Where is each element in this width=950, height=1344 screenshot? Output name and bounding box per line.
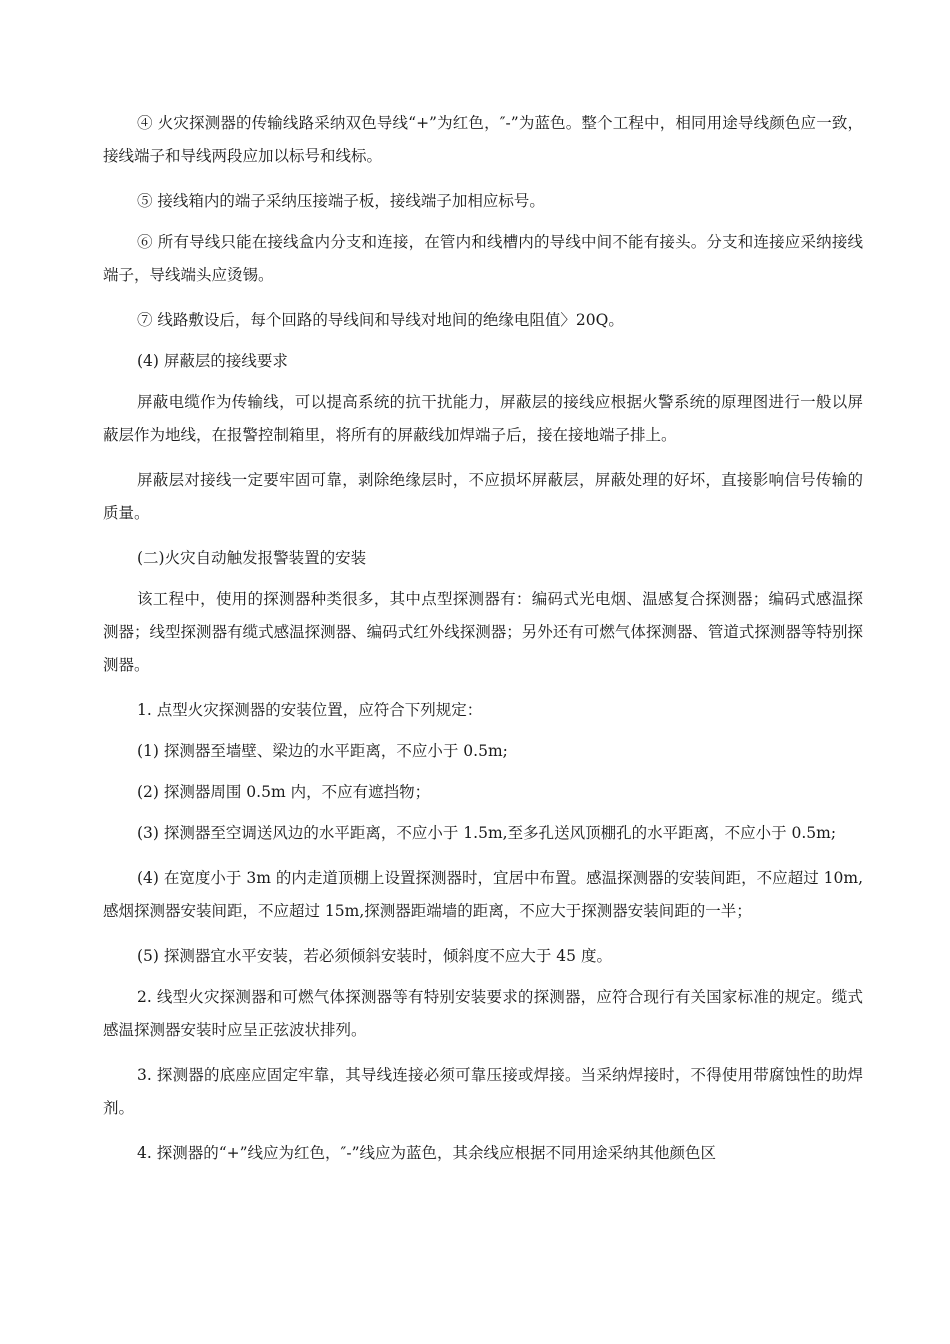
list-item: 4. 探测器的“+”线应为红色，″-”线应为蓝色，其余线应根据不同用途采纳其他颜色区 <box>137 1144 717 1162</box>
document-body <box>103 107 863 1182</box>
list-item: 2. 线型火灾探测器和可燃气体探测器等有特别安装要求的探测器，应符合现行有关国家标准的规定。缆式感温探测器安装时应呈正弦波状排列。 <box>103 988 863 1039</box>
list-item: (1) 探测器至墙壁、梁边的水平距离，不应小于 0.5m; <box>137 742 508 760</box>
paragraph: ⑤ 接线箱内的端子采纳压接端子板，接线端子加相应标号。 <box>137 192 545 210</box>
paragraph: ⑥ 所有导线只能在接线盒内分支和连接，在管内和线槽内的导线中间不能有接头。分支和连接应采纳接线端子，导线端头应烫锡。 <box>103 233 863 284</box>
list-item: 3. 探测器的底座应固定牢靠，其导线连接必须可靠压接或焊接。当采纳焊接时，不得使用带腐蚀性的助焊剂。 <box>103 1066 863 1117</box>
paragraph: ④ 火灾探测器的传输线路采纳双色导线“+”为红色，″-”为蓝色。整个工程中，相同用途导线颜色应一致，接线端子和导线两段应加以标号和线标。 <box>103 114 863 165</box>
list-item: 1. 点型火灾探测器的安装位置，应符合下列规定： <box>137 701 483 719</box>
section-heading: (二)火灾自动触发报警装置的安装 <box>137 549 367 567</box>
list-item: (2) 探测器周围 0.5m 内，不应有遮挡物； <box>137 783 431 801</box>
paragraph: 该工程中，使用的探测器种类很多，其中点型探测器有：编码式光电烟、温感复合探测器；编码式感温探测器；线型探测器有缆式感温探测器、编码式红外线探测器；另外还有可燃气体探测器、管道式探测器等特别探测器。 <box>103 590 863 674</box>
paragraph: 屏蔽电缆作为传输线，可以提高系统的抗干扰能力，屏蔽层的接线应根据火警系统的原理图进行一般以屏蔽层作为地线，在报警控制箱里，将所有的屏蔽线加焊端子后，接在接地端子排上。 <box>103 393 863 444</box>
paragraph: 屏蔽层对接线一定要牢固可靠，剥除绝缘层时，不应损坏屏蔽层，屏蔽处理的好坏，直接影响信号传输的质量。 <box>103 471 863 522</box>
section-heading: (4) 屏蔽层的接线要求 <box>137 352 288 370</box>
paragraph: ⑦ 线路敷设后，每个回路的导线间和导线对地间的绝缘电阻值〉20Q。 <box>137 311 624 329</box>
list-item: (3) 探测器至空调送风边的水平距离，不应小于 1.5m,至多孔送风顶棚孔的水平距离，不应小于 0.5m; <box>137 824 837 842</box>
list-item: (5) 探测器宜水平安装，若必须倾斜安装时，倾斜度不应大于 45 度。 <box>137 947 612 965</box>
list-item: (4) 在宽度小于 3m 的内走道顶棚上设置探测器时，宜居中布置。感温探测器的安装间距，不应超过 10m,感烟探测器安装间距，不应超过 15m,探测器距端墙的距离，不应大于探测器安装间距的一半； <box>103 869 863 920</box>
